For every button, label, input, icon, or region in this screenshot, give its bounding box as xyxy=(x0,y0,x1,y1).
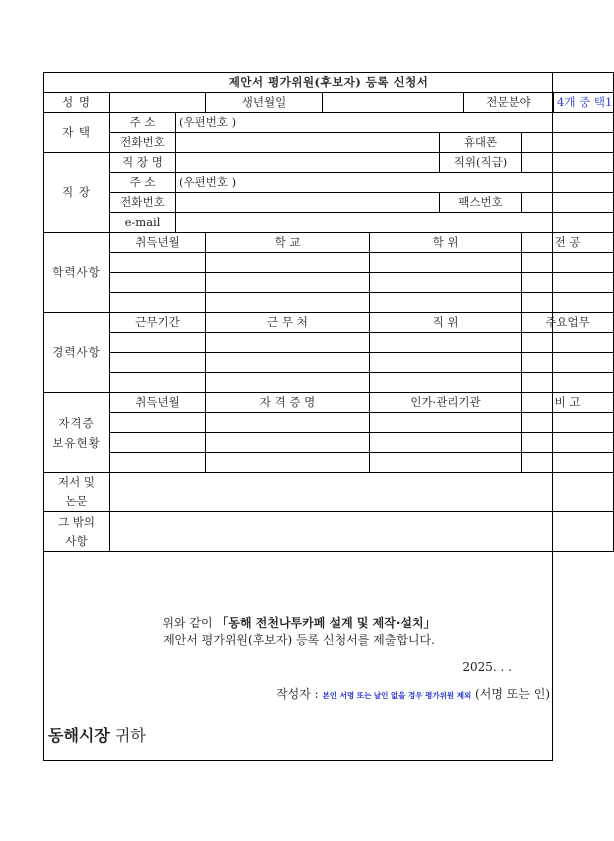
career-cell[interactable] xyxy=(110,333,206,353)
qualification-cell[interactable] xyxy=(110,413,206,433)
career-cell[interactable] xyxy=(522,353,614,373)
birth-value[interactable] xyxy=(323,93,464,113)
name-value[interactable] xyxy=(110,93,206,113)
home-phone-value[interactable] xyxy=(176,133,440,153)
education-cell[interactable] xyxy=(522,293,614,313)
qualification-cell[interactable] xyxy=(206,413,370,433)
qualification-cell[interactable] xyxy=(110,433,206,453)
company-label: 직 장 명 xyxy=(110,153,176,173)
qualification-cell[interactable] xyxy=(370,433,522,453)
recipient xyxy=(48,723,146,746)
education-cell[interactable] xyxy=(110,253,206,273)
career-header: 근 무 처 xyxy=(206,313,370,333)
career-header: 근무기간 xyxy=(110,313,206,333)
education-cell[interactable] xyxy=(110,293,206,313)
application-form xyxy=(43,72,613,761)
education-header: 학 교 xyxy=(206,233,370,253)
company-value[interactable] xyxy=(176,153,440,173)
home-mobile-value[interactable] xyxy=(522,133,614,153)
qualification-label: 자격증 보유현황 xyxy=(44,393,110,473)
work-phone-value[interactable] xyxy=(176,193,440,213)
field-label: 전문분야 xyxy=(464,93,554,113)
qualification-cell[interactable] xyxy=(370,413,522,433)
work-fax-label: 팩스번호 xyxy=(440,193,522,213)
qualification-cell[interactable] xyxy=(522,433,614,453)
education-cell[interactable] xyxy=(522,253,614,273)
home-mobile-label: 휴대폰 xyxy=(440,133,522,153)
qualification-cell[interactable] xyxy=(370,453,522,473)
qualification-cell[interactable] xyxy=(110,453,206,473)
career-cell[interactable] xyxy=(522,333,614,353)
education-cell[interactable] xyxy=(522,273,614,293)
career-cell[interactable] xyxy=(370,333,522,353)
career-cell[interactable] xyxy=(206,353,370,373)
qualification-header: 취득년월 xyxy=(110,393,206,413)
education-label: 학력사항 xyxy=(44,233,110,313)
email-label: e-mail xyxy=(110,213,176,233)
work-address-value[interactable]: (우편번호 ) xyxy=(176,173,614,193)
birth-label: 생년월일 xyxy=(206,93,323,113)
qualification-cell[interactable] xyxy=(522,413,614,433)
signature-note: 본인 서명 또는 날인 없을 경우 평가위원 제외 xyxy=(322,691,472,700)
work-position-label: 직위(직급) xyxy=(440,153,522,173)
education-cell[interactable] xyxy=(370,293,522,313)
work-address-label: 주 소 xyxy=(110,173,176,193)
education-cell[interactable] xyxy=(206,273,370,293)
career-cell[interactable] xyxy=(206,333,370,353)
form-title: 제안서 평가위원(후보자) 등록 신청서 xyxy=(44,73,614,93)
others-label: 그 밖의 사항 xyxy=(44,512,110,552)
writer-label: 작성자 : xyxy=(276,687,319,701)
name-label: 성 명 xyxy=(44,93,110,113)
application-date[interactable]: 2025. . . xyxy=(462,660,512,674)
career-cell[interactable] xyxy=(370,373,522,393)
home-phone-label: 전화번호 xyxy=(110,133,176,153)
work-label: 직 장 xyxy=(44,153,110,233)
qualification-header: 자 격 증 명 xyxy=(206,393,370,413)
education-cell[interactable] xyxy=(206,293,370,313)
education-header: 취득년월 xyxy=(110,233,206,253)
work-fax-value[interactable] xyxy=(522,193,614,213)
email-value[interactable] xyxy=(176,213,614,233)
others-value[interactable] xyxy=(110,512,614,552)
career-cell[interactable] xyxy=(110,373,206,393)
statement-line2: 제안서 평가위원(후보자) 등록 신청서를 제출합니다. xyxy=(163,633,435,647)
career-cell[interactable] xyxy=(370,353,522,373)
qualification-header: 인가·관리기관 xyxy=(370,393,522,413)
books-value[interactable] xyxy=(110,473,614,512)
qualification-cell[interactable] xyxy=(206,433,370,453)
project-name: 「동해 전천나투카페 설계 및 제작·설치」 xyxy=(216,616,436,630)
career-cell[interactable] xyxy=(522,373,614,393)
form-table xyxy=(43,72,614,552)
education-cell[interactable] xyxy=(370,253,522,273)
education-cell[interactable] xyxy=(206,253,370,273)
signature-field[interactable]: (서명 또는 인) xyxy=(475,687,550,701)
education-header: 학 위 xyxy=(370,233,522,253)
home-label: 자 택 xyxy=(44,113,110,153)
career-header: 직 위 xyxy=(370,313,522,333)
career-label: 경력사항 xyxy=(44,313,110,393)
career-header: 주요업무 xyxy=(522,313,614,333)
education-header: 전 공 xyxy=(522,233,614,253)
qualification-cell[interactable] xyxy=(522,453,614,473)
career-cell[interactable] xyxy=(206,373,370,393)
recipient-suffix: 귀하 xyxy=(114,726,146,745)
qualification-cell[interactable] xyxy=(206,453,370,473)
home-address-label: 주 소 xyxy=(110,113,176,133)
books-label: 저서 및 논문 xyxy=(44,473,110,512)
education-cell[interactable] xyxy=(370,273,522,293)
work-position-value[interactable] xyxy=(522,153,614,173)
recipient-name: 동해시장 xyxy=(48,726,110,745)
qualification-header: 비 고 xyxy=(522,393,614,413)
education-cell[interactable] xyxy=(110,273,206,293)
home-address-value[interactable]: (우편번호 ) xyxy=(176,113,614,133)
writer-line xyxy=(276,685,550,702)
field-value[interactable]: 4개 중 택1 xyxy=(554,93,614,113)
career-cell[interactable] xyxy=(110,353,206,373)
work-phone-label: 전화번호 xyxy=(110,193,176,213)
statement-line1: 위와 같이 「동해 전천나투카페 설계 및 제작·설치」 xyxy=(162,616,436,630)
